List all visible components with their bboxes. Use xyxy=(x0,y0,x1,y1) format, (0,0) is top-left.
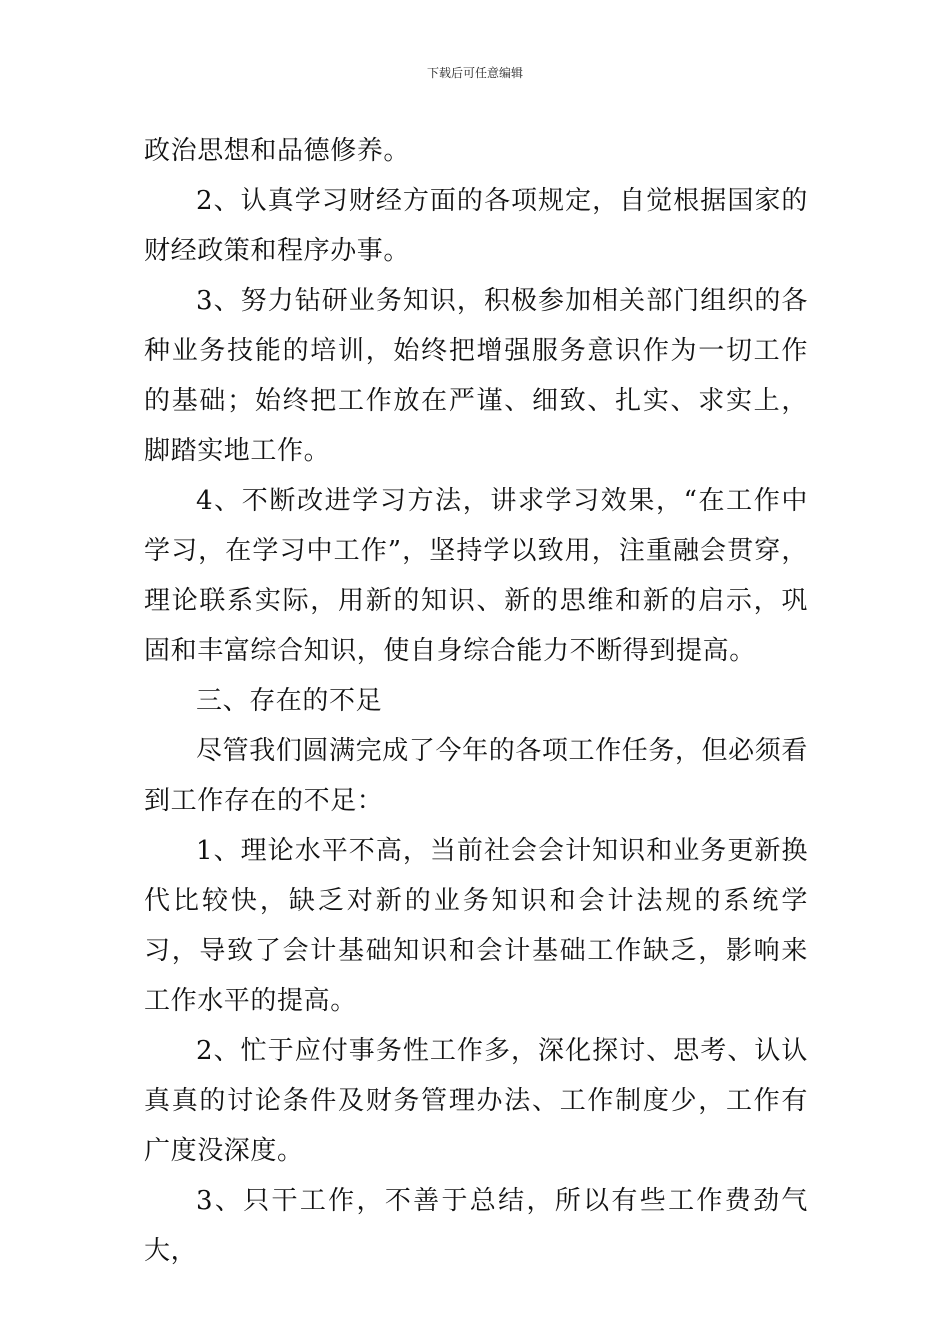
paragraph-shortcoming-3: 3、只干工作，不善于总结，所以有些工作费劲气大， xyxy=(144,1186,808,1266)
paragraph-item-2: 2、认真学习财经方面的各项规定，自觉根据国家的财经政策和程序办事。 xyxy=(144,186,808,266)
paragraph-shortcoming-2: 2、忙于应付事务性工作多，深化探讨、思考、认认真真的讨论条件及财务管理办法、工作制度少，工作有广度没深度。 xyxy=(144,1036,808,1166)
paragraph-item-3: 3、努力钻研业务知识，积极参加相关部门组织的各种业务技能的培训，始终把增强服务意识作为一切工作的基础；始终把工作放在严谨、细致、扎实、求实上，脚踏实地工作。 xyxy=(144,286,808,466)
paragraph-shortcoming-1: 1、理论水平不高，当前社会会计知识和业务更新换代比较快，缺乏对新的业务知识和会计法规的系统学习，导致了会计基础知识和会计基础工作缺乏，影响来工作水平的提高。 xyxy=(144,836,808,1016)
page-header: 下载后可任意编辑 xyxy=(426,66,523,80)
section-heading: 三、存在的不足 xyxy=(196,686,383,716)
paragraph-continuation: 政治思想和品德修养。 xyxy=(144,136,411,166)
document-body xyxy=(144,126,808,1276)
paragraph-intro: 尽管我们圆满完成了今年的各项工作任务，但必须看到工作存在的不足： xyxy=(144,736,808,816)
paragraph-item-4: 4、不断改进学习方法，讲求学习效果，“在工作中学习，在学习中工作”，坚持学以致用，注重融会贯穿，理论联系实际，用新的知识、新的思维和新的启示，巩固和丰富综合知识，使自身综合能力不断得到提高。 xyxy=(144,486,808,666)
